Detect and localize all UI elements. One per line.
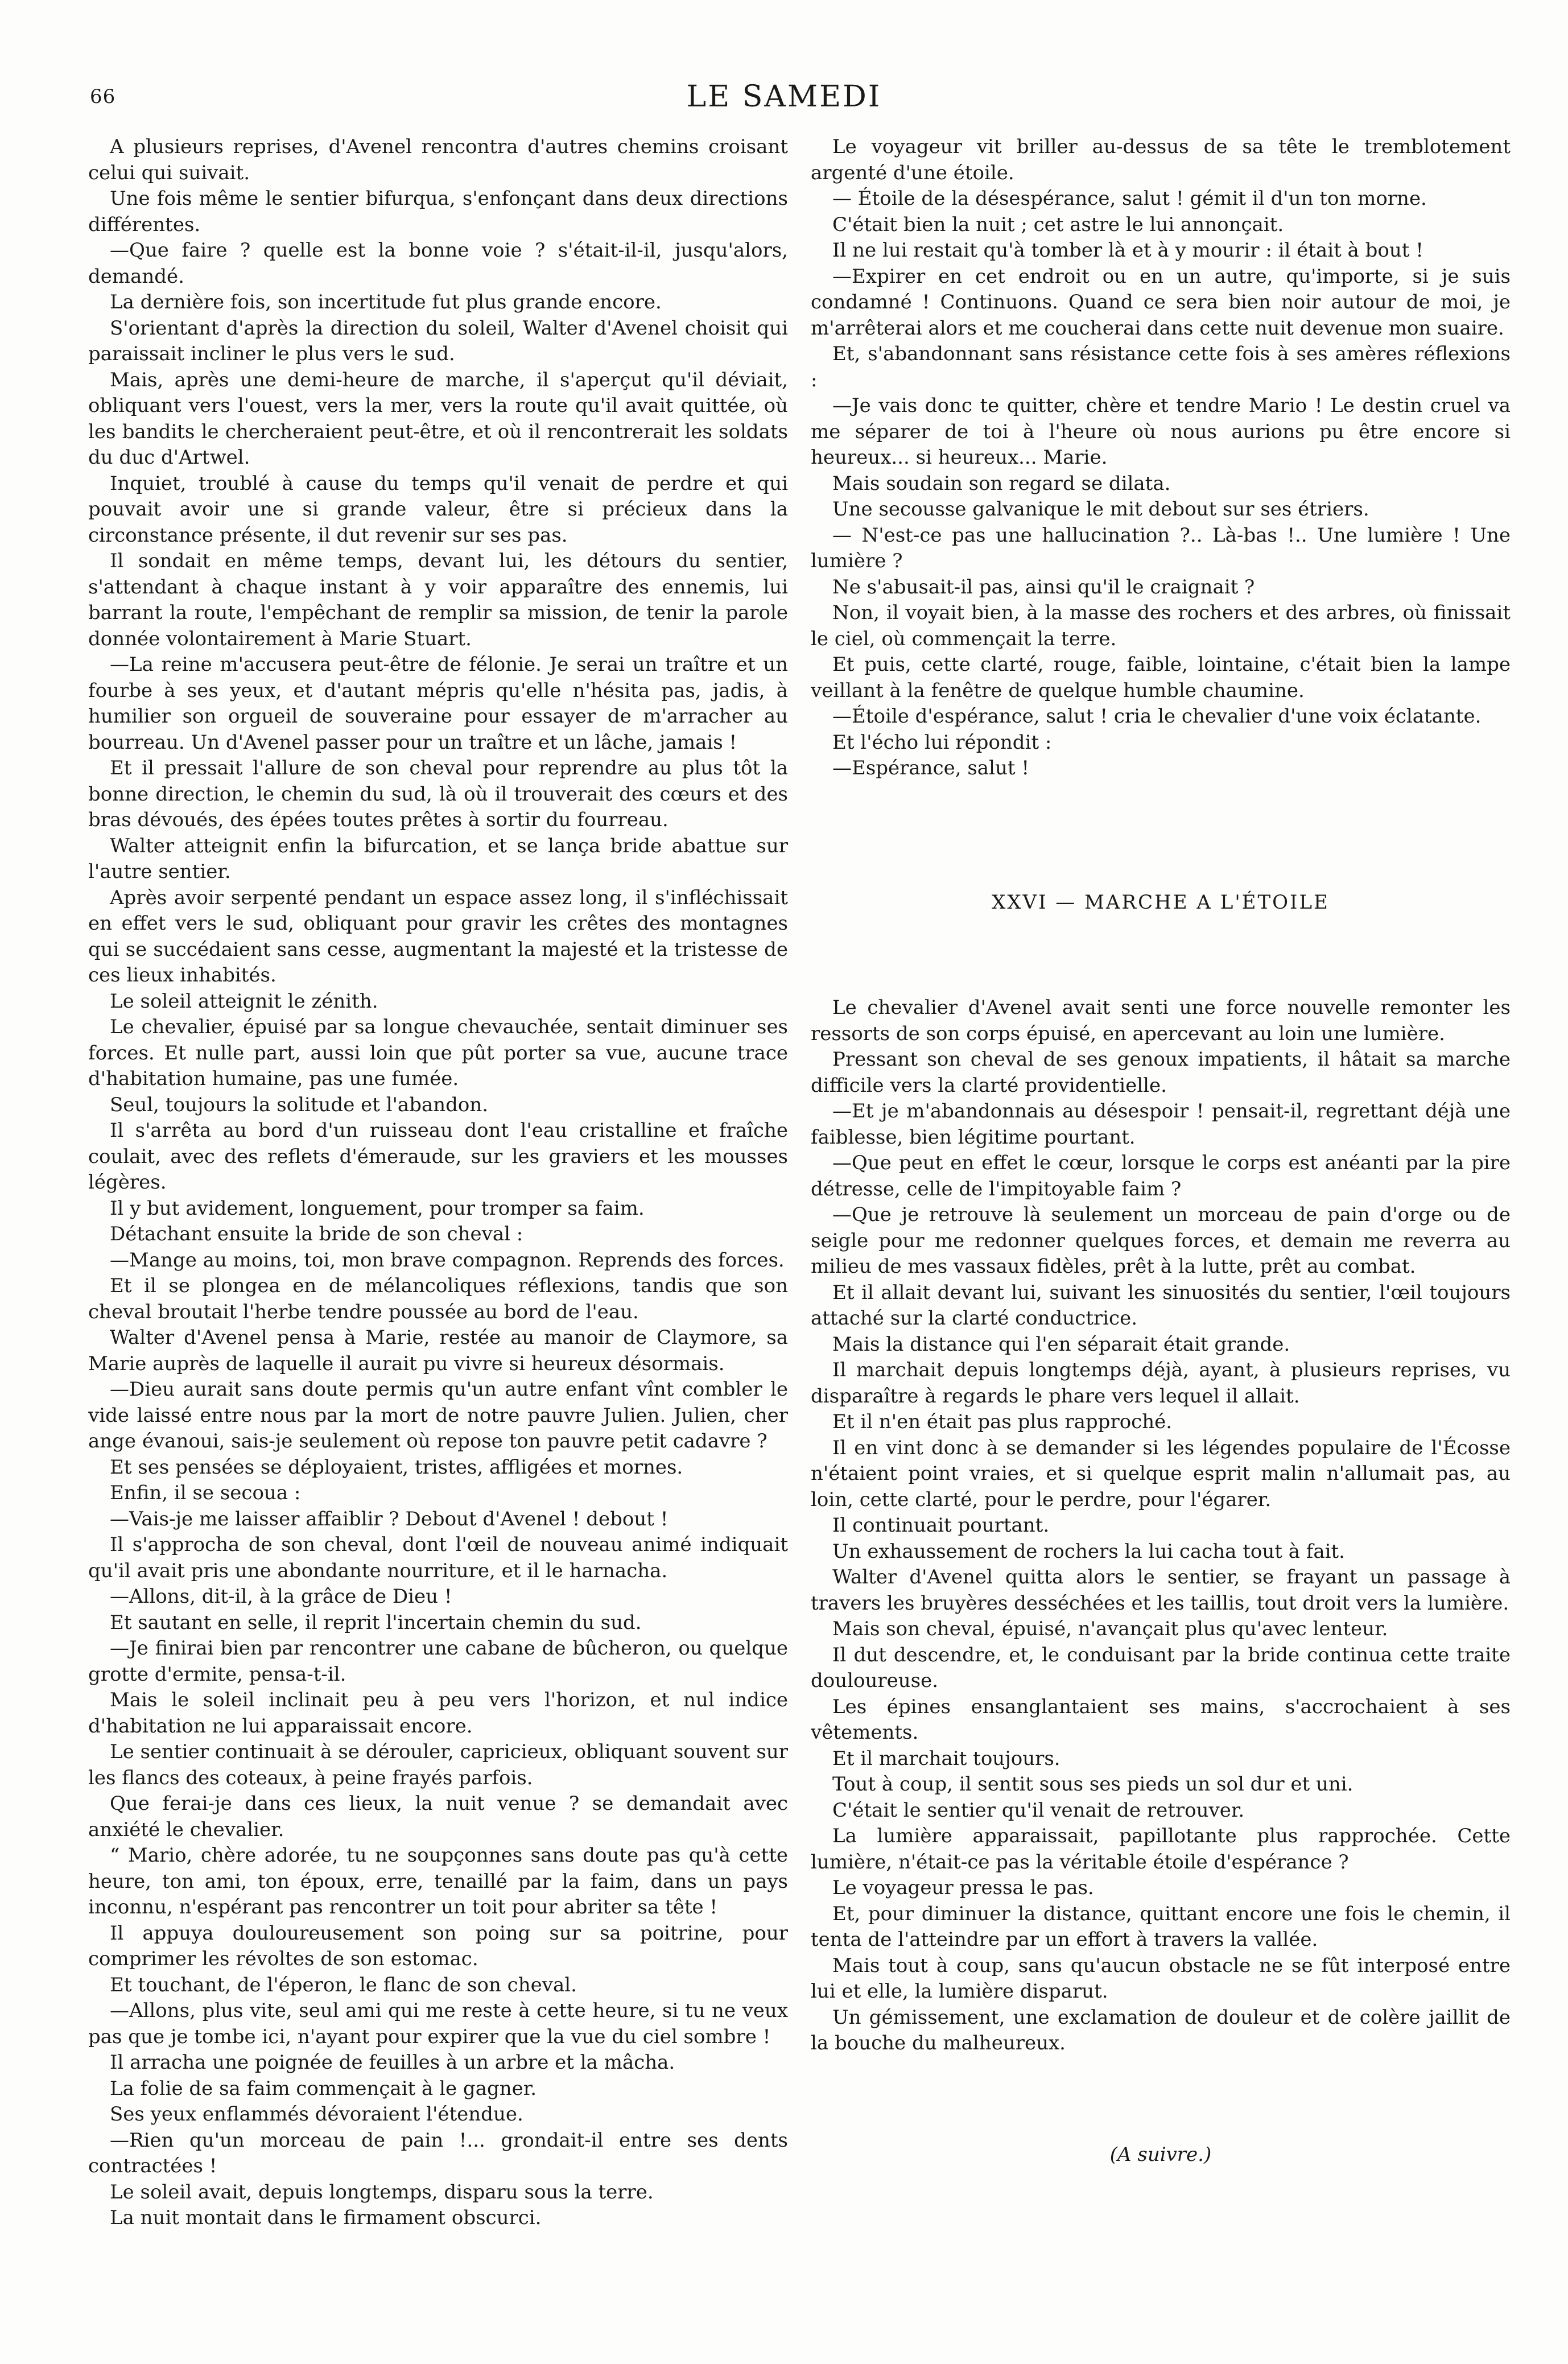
- paragraph: —Je vais donc te quitter, chère et tendre Mario ! Le destin cruel va me séparer de toi à l'heure où nous aurions pu être encore si heureux... si heureux... Marie.: [811, 394, 1511, 469]
- paragraph: Et il marchait toujours.: [832, 1747, 1061, 1770]
- paragraph: Walter d'Avenel pensa à Marie, restée au manoir de Claymore, sa Marie auprès de laquelle il aurait pu vivre si heureux désormais.: [88, 1326, 788, 1375]
- paragraph: Le sentier continuait à se dérouler, capricieux, obliquant souvent sur les flancs des coteaux, à peine frayés parfois.: [88, 1740, 788, 1789]
- paragraph: Le soleil avait, depuis longtemps, disparu sous la terre.: [110, 2180, 654, 2204]
- paragraph: Et il allait devant lui, suivant les sinuosités du sentier, l'œil toujours attaché sur la clarté conductrice.: [811, 1281, 1511, 1330]
- paragraph: Le soleil atteignit le zénith.: [110, 989, 378, 1013]
- paragraph: C'était le sentier qu'il venait de retrouver.: [832, 1798, 1245, 1822]
- paragraph: Que ferai-je dans ces lieux, la nuit venue ? se demandait avec anxiété le chevalier.: [88, 1792, 788, 1841]
- paragraph: —Que peut en effet le cœur, lorsque le corps est anéanti par la pire détresse, celle de l'impitoyable faim ?: [811, 1152, 1511, 1200]
- paragraph: Il s'approcha de son cheval, dont l'œil de nouveau animé indiquait qu'il avait pris une abondante nourriture, et il le harnacha.: [88, 1533, 788, 1582]
- paragraph: — N'est-ce pas une hallucination ?.. Là-bas !.. Une lumière ! Une lumière ?: [811, 523, 1511, 572]
- paragraph: Non, il voyait bien, à la masse des rochers et des arbres, où finissait le ciel, où commençait la terre.: [811, 601, 1511, 650]
- paragraph: Mais, après une demi-heure de marche, il s'aperçut qu'il déviait, obliquant vers l'ouest, vers la mer, vers la route qu'il avait quittée, où les bandits le chercheraient peut-être, et où il rencontrerait les soldats du duc d'Artwel.: [88, 368, 788, 469]
- paragraph: — Étoile de la désespérance, salut ! gémit il d'un ton morne.: [832, 187, 1427, 210]
- paragraph: La lumière apparaissait, papillotante plus rapprochée. Cette lumière, n'était-ce pas la véritable étoile d'espérance ?: [811, 1825, 1511, 1874]
- paragraph: Il dut descendre, et, le conduisant par la bride continua cette traite douloureuse.: [811, 1643, 1511, 1692]
- paragraph: Ses yeux enflammés dévoraient l'étendue.: [110, 2103, 523, 2126]
- paragraph: Enfin, il se secoua :: [110, 1482, 301, 1504]
- paragraph: —Que je retrouve là seulement un morceau de pain d'orge ou de seigle pour me redonner quelques forces, et demain me reverra au milieu de mes vassaux fidèles, prêt à la lutte, prêt au combat.: [811, 1203, 1511, 1278]
- paragraph: La dernière fois, son incertitude fut plus grande encore.: [110, 291, 662, 313]
- paragraph: Mais le soleil inclinait peu à peu vers l'horizon, et nul indice d'habitation ne lui apparaissait encore.: [88, 1689, 788, 1738]
- paragraph: La nuit montait dans le firmament obscurci.: [110, 2206, 542, 2229]
- paragraph: S'orientant d'après la direction du soleil, Walter d'Avenel choisit qui paraissait incliner le plus vers le sud.: [88, 316, 788, 365]
- paragraph: Il ne lui restait qu'à tomber là et à y mourir : il était à bout !: [832, 239, 1423, 262]
- paragraph: Il sondait en même temps, devant lui, les détours du sentier, s'attendant à chaque instant à y voir apparaître des ennemis, lui barrant la route, l'empêchant de remplir sa mission, de tenir la parole donnée volontairement à Marie Stuart.: [88, 550, 788, 650]
- paragraph: Walter d'Avenel quitta alors le sentier, se frayant un passage à travers les bruyères desséchées et les taillis, tout droit vers la lumière.: [811, 1566, 1511, 1615]
- paragraph: Il s'arrêta au bord d'un ruisseau dont l'eau cristalline et fraîche coulait, avec des reflets d'émeraude, sur les graviers et les mousses légères.: [88, 1119, 788, 1194]
- paragraph: Le chevalier d'Avenel avait senti une force nouvelle remonter les ressorts de son corps épuisé, en apercevant au loin une lumière.: [811, 996, 1511, 1045]
- right-column-before: [811, 134, 1511, 782]
- paragraph: C'était bien la nuit ; cet astre le lui annonçait.: [832, 213, 1284, 236]
- paragraph: —Mange au moins, toi, mon brave compagnon. Reprends des forces.: [110, 1248, 785, 1272]
- paragraph: Et il se plongea en de mélancoliques réflexions, tandis que son cheval broutait l'herbe tendre poussée au bord de l'eau.: [88, 1274, 788, 1323]
- paragraph: Et sautant en selle, il reprit l'incertain chemin du sud.: [110, 1611, 642, 1634]
- paragraph: Et il n'en était pas plus rapproché.: [832, 1410, 1173, 1433]
- paragraph: Mais tout à coup, sans qu'aucun obstacle ne se fût interposé entre lui et elle, la lumière disparut.: [811, 1954, 1511, 2003]
- paragraph: Il y but avidement, longuement, pour tromper sa faim.: [110, 1197, 645, 1220]
- paragraph: —La reine m'accusera peut-être de félonie. Je serai un traître et un fourbe à ses yeux, et d'autant mépris qu'elle n'hésita pas, jadis, à humilier son orgueil de souveraine pour essayer de m'arracher au bourreau. Un d'Avenel passer pour un traître et un lâche, jamais !: [88, 653, 788, 754]
- paragraph: Détachant ensuite la bride de son cheval :: [110, 1223, 523, 1245]
- paragraph: —Je finirai bien par rencontrer une cabane de bûcheron, ou quelque grotte d'ermite, pensa-t-il.: [88, 1637, 788, 1686]
- paragraph: Le voyageur vit briller au-dessus de sa tête le tremblotement argenté d'une étoile.: [811, 135, 1511, 184]
- paragraph: Les épines ensanglantaient ses mains, s'accrochaient à ses vêtements.: [811, 1695, 1511, 1744]
- paragraph: —Et je m'abandonnais au désespoir ! pensait-il, regrettant déjà une faiblesse, bien légitime pourtant.: [811, 1100, 1511, 1149]
- right-column: [811, 134, 1511, 2342]
- running-title: LE SAMEDI: [686, 80, 882, 114]
- paragraph: Le chevalier, épuisé par sa longue chevauchée, sentait diminuer ses forces. Et nulle part, aussi loin que pût porter sa vue, aucune trace d'habitation humaine, pas une fumée.: [88, 1016, 788, 1090]
- paragraph: La folie de sa faim commençait à le gagner.: [110, 2077, 537, 2100]
- paragraph: —Étoile d'espérance, salut ! cria le chevalier d'une voix éclatante.: [832, 705, 1482, 728]
- paragraph: —Que faire ? quelle est la bonne voie ? s'était-il-il, jusqu'alors, demandé.: [88, 239, 788, 288]
- paragraph: Tout à coup, il sentit sous ses pieds un sol dur et uni.: [832, 1773, 1354, 1796]
- paragraph: Seul, toujours la solitude et l'abandon.: [110, 1093, 489, 1116]
- paragraph: Et touchant, de l'éperon, le flanc de son cheval.: [110, 1973, 577, 1996]
- page-number: 66: [90, 85, 116, 108]
- paragraph: Walter atteignit enfin la bifurcation, et se lança bride abattue sur l'autre sentier.: [88, 834, 788, 883]
- paragraph: —Allons, dit-il, à la grâce de Dieu !: [110, 1585, 452, 1608]
- paragraph: Ne s'abusait-il pas, ainsi qu'il le craignait ?: [832, 575, 1255, 599]
- paragraph: Mais la distance qui l'en séparait était grande.: [832, 1332, 1290, 1356]
- paragraph: Après avoir serpenté pendant un espace assez long, il s'infléchissait en effet vers le sud, obliquant pour gravir les crêtes des montagnes qui se succédaient sans cesse, augmentant la majesté et la tristesse de ces lieux inhabités.: [88, 886, 788, 987]
- paragraph: —Vais-je me laisser affaiblir ? Debout d'Avenel ! debout !: [110, 1507, 669, 1530]
- paragraph: Et, s'abandonnant sans résistance cette fois à ses amères réflexions :: [811, 343, 1511, 391]
- paragraph: Le voyageur pressa le pas.: [832, 1876, 1094, 1899]
- paragraph: Et ses pensées se déployaient, tristes, affligées et mornes.: [110, 1455, 683, 1479]
- paragraph: —Expirer en cet endroit ou en un autre, qu'importe, si je suis condamné ! Continuons. Quand ce sera bien noir autour de moi, je m'arrêterai alors et me coucherai dans cette nuit devenue mon suaire.: [811, 265, 1511, 340]
- paragraph: Un gémissement, une exclamation de douleur et de colère jaillit de la bouche du malheureux.: [811, 2006, 1511, 2054]
- paragraph: “ Mario, chère adorée, tu ne soupçonnes sans doute pas qu'à cette heure, ton ami, ton époux, erre, tenaillé par la faim, dans un pays inconnu, n'espérant pas rencontrer un toit pour abriter sa tête !: [88, 1844, 788, 1919]
- paragraph: —Espérance, salut !: [832, 757, 1029, 779]
- paragraph: Pressant son cheval de ses genoux impatients, il hâtait sa marche difficile vers la clarté providentielle.: [811, 1048, 1511, 1097]
- paragraph: Et, pour diminuer la distance, quittant encore une fois le chemin, il tenta de l'atteindre par un effort à travers la vallée.: [811, 1902, 1511, 1951]
- continued-note: (A suivre.): [1109, 2143, 1212, 2166]
- paragraph: Un exhaussement de rochers la lui cacha tout à fait.: [832, 1540, 1345, 1563]
- left-column: [88, 134, 788, 2342]
- paragraph: —Rien qu'un morceau de pain !... grondait-il entre ses dents contractées !: [88, 2128, 788, 2177]
- paragraph: Il appuya douloureusement son poing sur sa poitrine, pour comprimer les révoltes de son estomac.: [88, 1921, 788, 1970]
- paragraph: Et puis, cette clarté, rouge, faible, lointaine, c'était bien la lampe veillant à la fenêtre de quelque humble chaumine.: [811, 653, 1511, 702]
- paragraph: —Allons, plus vite, seul ami qui me reste à cette heure, si tu ne veux pas que je tombe ici, n'ayant pour expirer que la vue du ciel sombre !: [88, 1999, 788, 2048]
- paragraph: Il arracha une poignée de feuilles à un arbre et la mâcha.: [110, 2051, 675, 2074]
- paragraph: Et l'écho lui répondit :: [832, 731, 1052, 754]
- paragraph: Mais soudain son regard se dilata.: [832, 472, 1171, 495]
- section-heading: XXVI — MARCHE A L'ÉTOILE: [992, 890, 1330, 914]
- paragraph: Inquiet, troublé à cause du temps qu'il venait de perdre et qui pouvait avoir une si grande valeur, être si précieux dans la circonstance présente, il dut revenir sur ses pas.: [88, 472, 788, 547]
- paragraph: Il en vint donc à se demander si les légendes populaire de l'Écosse n'étaient point vraies, et si quelque esprit malin n'allumait pas, au loin, cette clarté, pour le perdre, pour l'égarer.: [811, 1436, 1511, 1511]
- paragraph: Il continuait pourtant.: [832, 1514, 1050, 1537]
- right-column-after: [811, 995, 1511, 2057]
- paragraph: Il marchait depuis longtemps déjà, ayant, à plusieurs reprises, vu disparaître à regards le phare vers lequel il allait.: [811, 1359, 1511, 1408]
- paragraph: —Dieu aurait sans doute permis qu'un autre enfant vînt combler le vide laissé entre nous par la mort de notre pauvre Julien. Julien, cher ange évanoui, sais-je seulement où repose ton pauvre petit cadavre ?: [88, 1378, 788, 1453]
- paragraph: Et il pressait l'allure de son cheval pour reprendre au plus tôt la bonne direction, le chemin du sud, là où il trouverait des cœurs et des bras dévoués, des épées toutes prêtes à sortir du fourreau.: [88, 757, 788, 831]
- paragraph: Une fois même le sentier bifurqua, s'enfonçant dans deux directions différentes.: [88, 187, 788, 236]
- paragraph: Mais son cheval, épuisé, n'avançait plus qu'avec lenteur.: [832, 1618, 1388, 1640]
- paragraph: Une secousse galvanique le mit debout sur ses étriers.: [832, 498, 1369, 521]
- paragraph: A plusieurs reprises, d'Avenel rencontra d'autres chemins croisant celui qui suivait.: [88, 135, 788, 184]
